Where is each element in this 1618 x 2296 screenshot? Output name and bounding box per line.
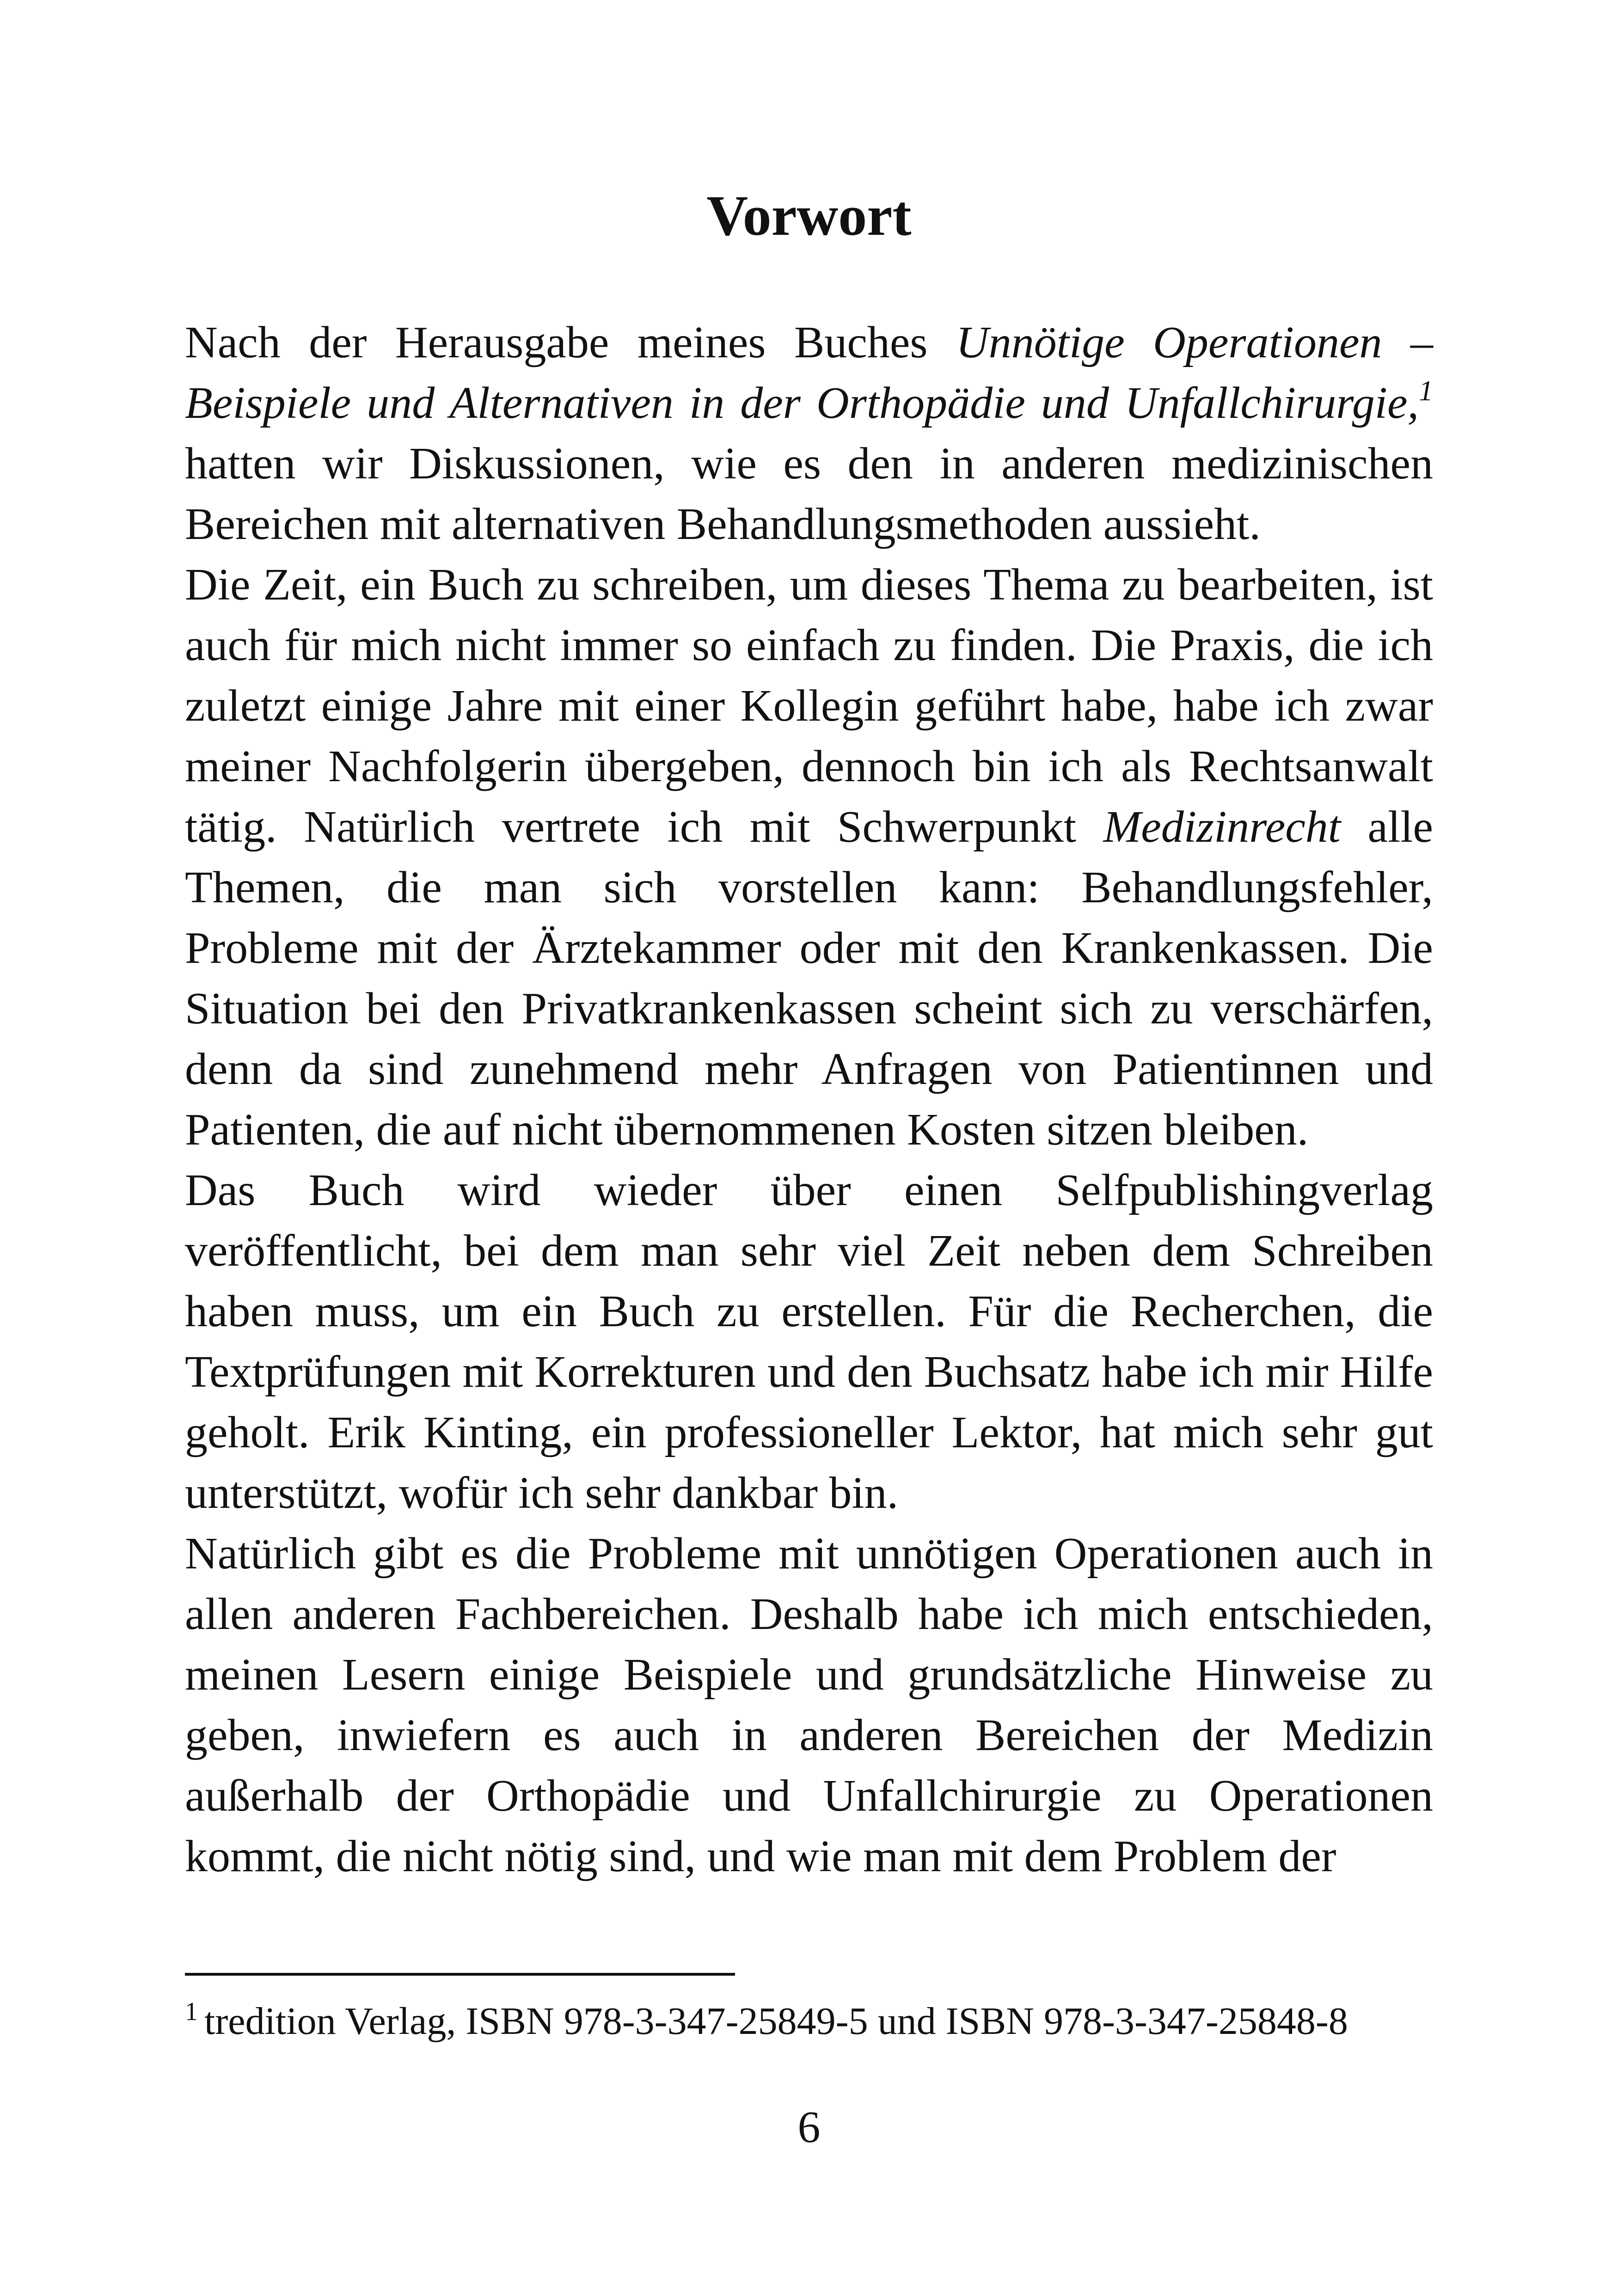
footnote-separator (185, 1973, 735, 1976)
paragraph-4: Natürlich gibt es die Probleme mit unnötigen Operationen auch in allen anderen Fachbereichen. Deshalb habe ich mich entschieden, meinen Lesern einige Beispiele und grundsätzliche Hinweise zu geben, inwiefern es auch in anderen Bereichen der Medizin außerhalb der Orthopädie und Unfallchirurgie zu Operationen kommt, die nicht nötig sind, und wie man mit dem Problem der (185, 1529, 1433, 1881)
footnote-reference (1419, 375, 1433, 407)
book-title: Unnötige Operationen – Beispiele und Alternativen in der Orthopädie und Unfallchirurgie, (185, 318, 1433, 428)
page-title: Vorwort (706, 184, 912, 247)
footnote-text: tredition Verlag, ISBN 978-3-347-25849-5 und ISBN 978-3-347-25848-8 (204, 2000, 1348, 2043)
paragraph-1 (185, 312, 1433, 555)
footnote-marker: 1 (185, 1997, 198, 2026)
paragraph-2 (185, 555, 1433, 1160)
paragraph-1-lead: Nach der Herausgabe meines Buches (185, 318, 956, 367)
paragraph-3: Das Buch wird wieder über einen Selfpublishingverlag veröffentlicht, bei dem man sehr viel Zeit neben dem Schreiben haben muss, um ein Buch zu erstellen. Für die Recherchen, die Textprüfungen mit Korrekturen und den Buchsatz habe ich mir Hilfe geholt. Erik Kinting, ein professioneller Lektor, hat mich sehr gut unterstützt, wofür ich sehr dankbar bin. (185, 1165, 1433, 1518)
body-text (185, 312, 1433, 1887)
paragraph-2-tail: alle Themen, die man sich vorstellen kann: Behandlungsfehler, Probleme mit der Ärztekammer oder mit den Krankenkassen. Die Situation bei den Privatkrankenkassen scheint sich zu verschärfen, denn da sind zunehmend mehr Anfragen von Patientinnen und Patienten, die auf nicht übernommenen Kosten sitzen bleiben. (185, 802, 1433, 1155)
footnote (185, 1996, 1433, 2047)
emphasis-medizinrecht: Medizinrecht (1103, 802, 1341, 852)
footnote-reference-number: 1 (1419, 375, 1433, 407)
page-number: 6 (797, 2102, 821, 2152)
paragraph-1-tail: hatten wir Diskussionen, wie es den in anderen medizinischen Bereichen mit alternativen Behandlungsmethoden aussieht. (185, 439, 1433, 549)
paragraph-2-lead: Die Zeit, ein Buch zu schreiben, um dieses Thema zu bearbeiten, ist auch für mich nicht immer so einfach zu finden. Die Praxis, die ich zuletzt einige Jahre mit einer Kollegin geführt habe, habe ich zwar meiner Nachfolgerin übergeben, dennoch bin ich als Rechtsanwalt tätig. Natürlich vertrete ich mit Schwerpunkt (185, 560, 1433, 852)
